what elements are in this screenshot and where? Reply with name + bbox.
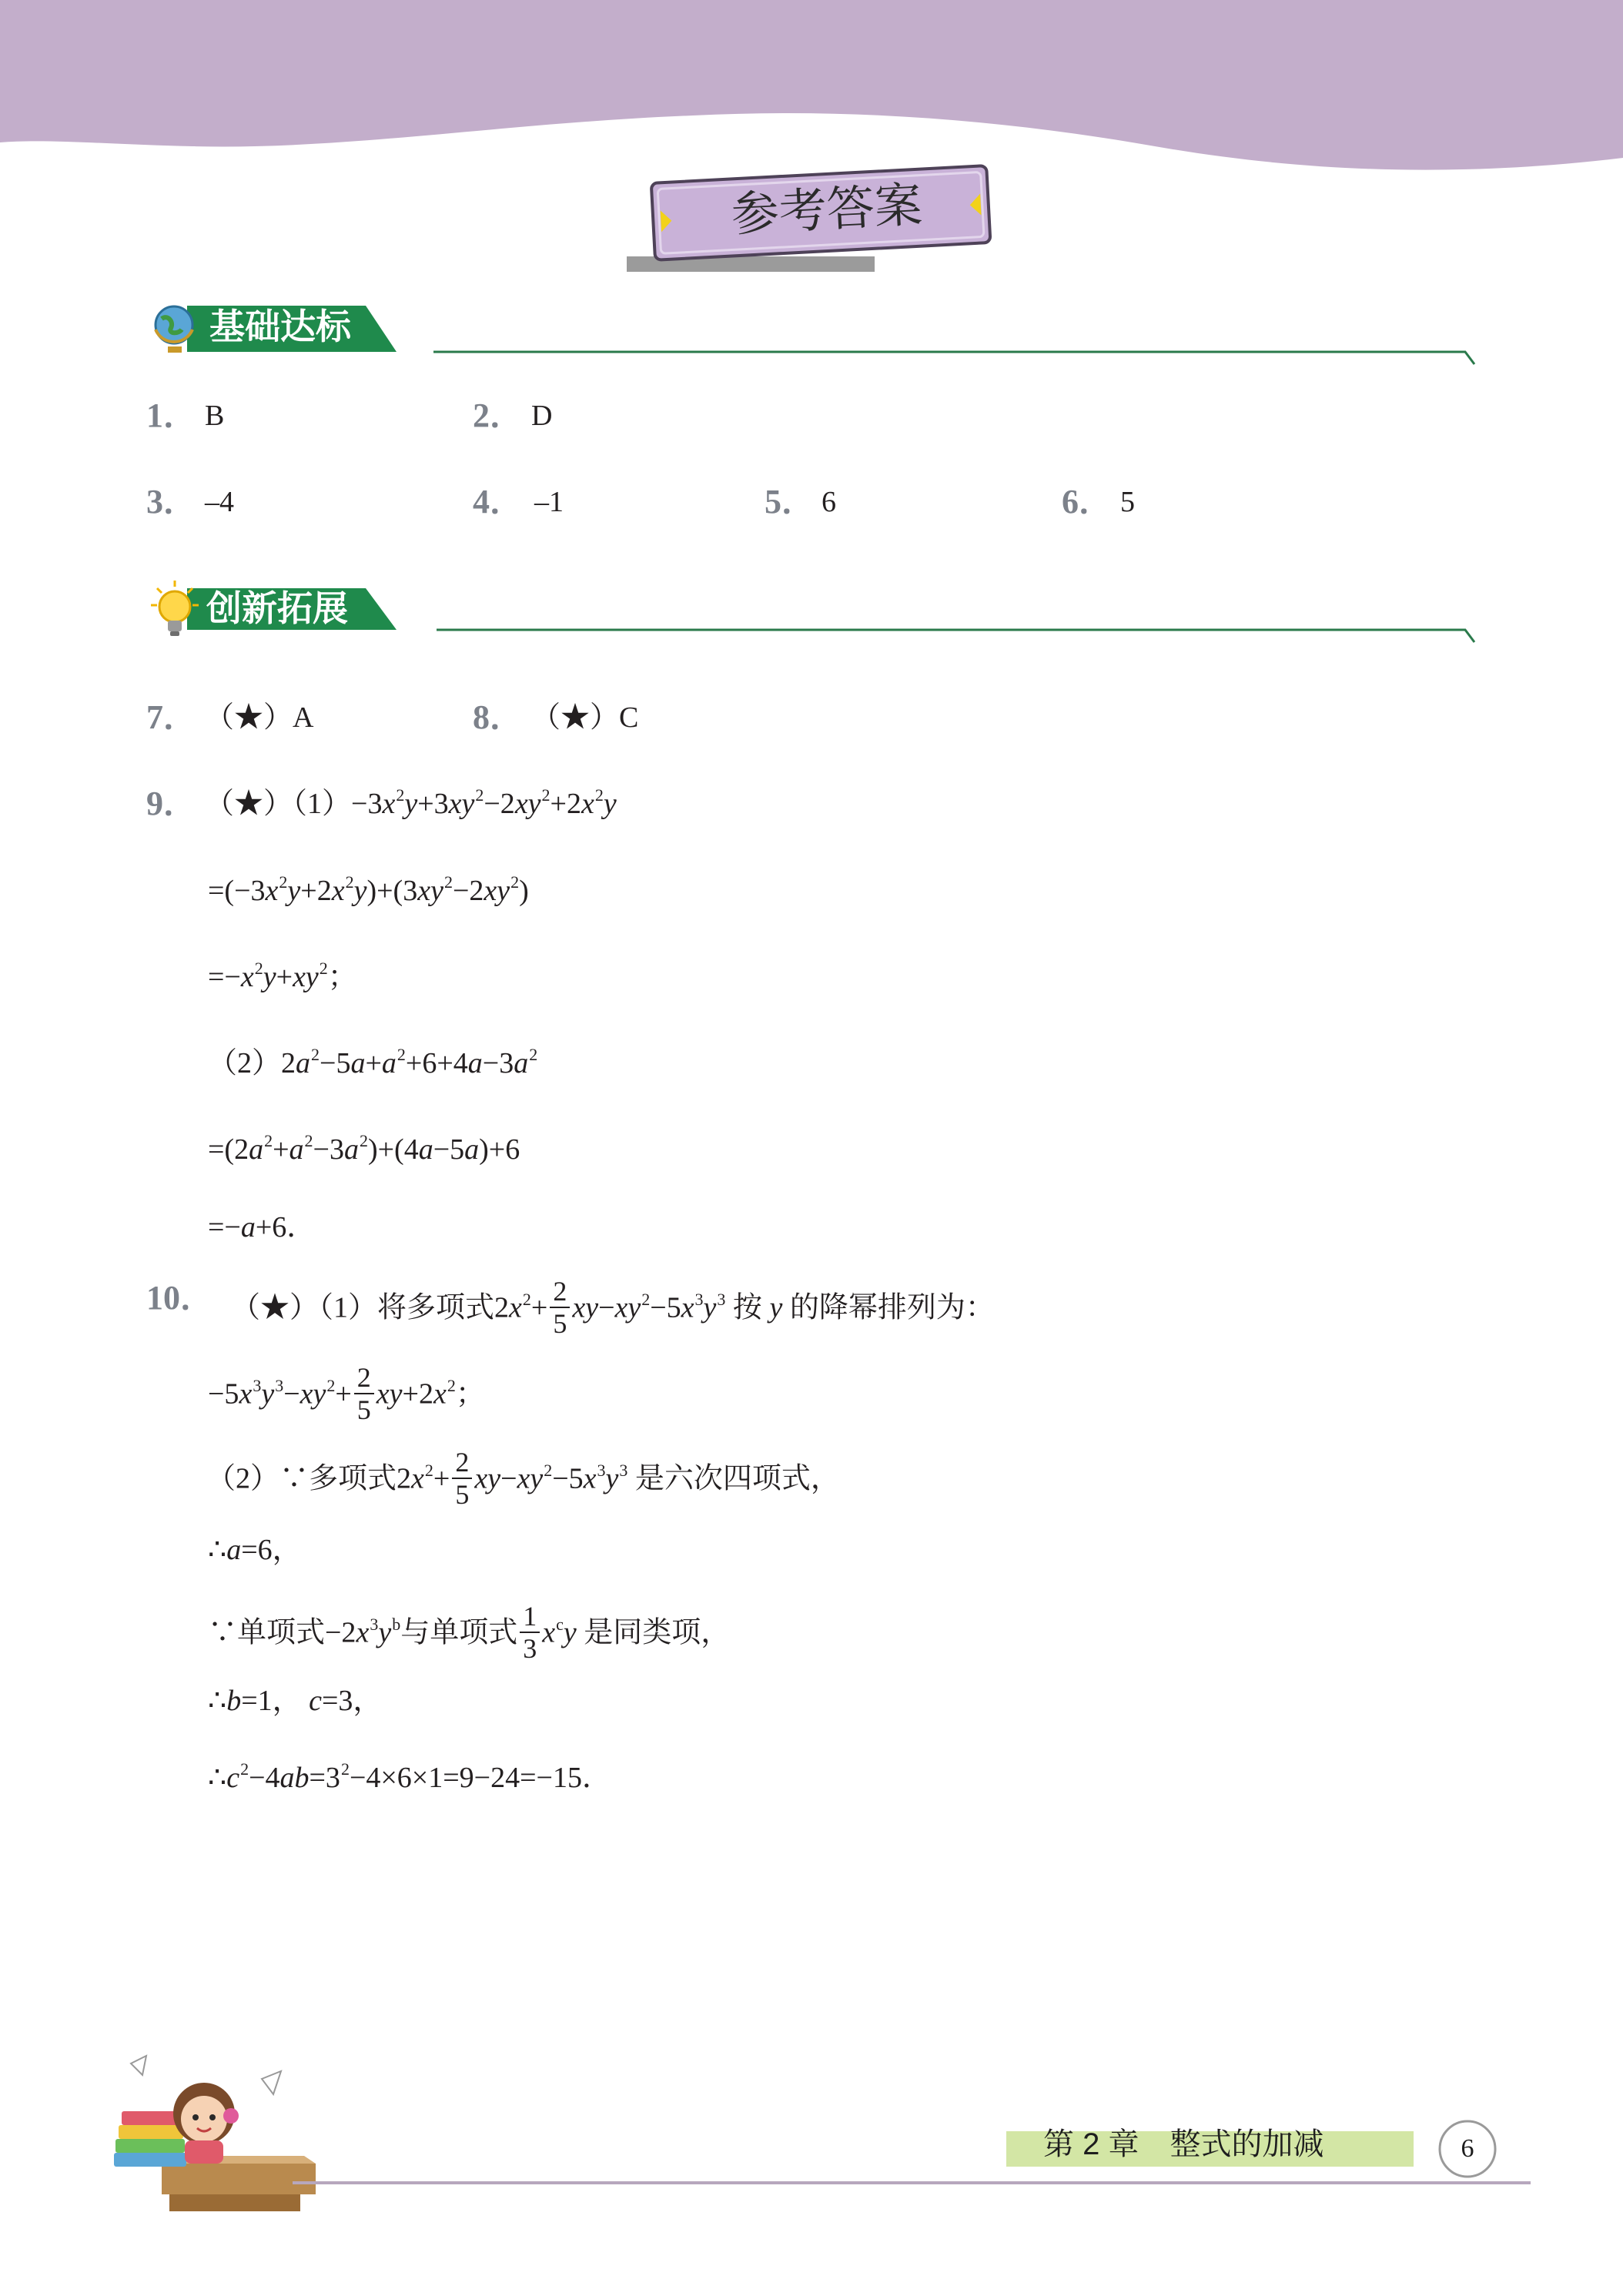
math-variable: y bbox=[263, 961, 276, 993]
math-exponent: 2 bbox=[641, 1289, 651, 1309]
math-exponent: 3 bbox=[275, 1375, 284, 1395]
math-variable: xy bbox=[300, 1377, 326, 1411]
math-variable: xy bbox=[474, 1462, 501, 1495]
math-variable: a bbox=[289, 1133, 304, 1166]
math-text: +2 bbox=[550, 788, 581, 820]
math-text: ∴ bbox=[208, 1534, 227, 1566]
math-text: =3， bbox=[322, 1685, 383, 1717]
math-variable: a bbox=[343, 1133, 359, 1166]
math-text: + bbox=[433, 1462, 450, 1495]
answer-7-number: 7． bbox=[146, 698, 197, 736]
math-text: −5 bbox=[320, 1047, 351, 1079]
math-variable: xy bbox=[448, 788, 475, 820]
section-extend-title: 创新拓展 bbox=[206, 588, 348, 628]
math-variable: c bbox=[309, 1685, 322, 1717]
answer-5-value: 6 bbox=[822, 486, 836, 518]
math-variable: xy bbox=[376, 1377, 403, 1411]
fraction-numerator: 2 bbox=[354, 1362, 374, 1394]
answer-9-number: 9． bbox=[146, 785, 197, 822]
math-exponent: 2 bbox=[544, 1460, 553, 1480]
math-fraction bbox=[354, 1362, 374, 1425]
math-variable: y bbox=[603, 788, 617, 820]
math-variable: y bbox=[703, 1291, 717, 1324]
fraction-denominator: 5 bbox=[455, 1479, 470, 1510]
math-text: 的降幂排列为： bbox=[782, 1291, 995, 1324]
math-variable: x bbox=[239, 1377, 253, 1411]
math-variable: xy bbox=[514, 788, 541, 820]
q10-line-5 bbox=[208, 1601, 731, 1667]
math-text: −3 bbox=[351, 788, 383, 820]
math-text: +2 bbox=[402, 1377, 433, 1411]
answer-4-number: 4． bbox=[473, 483, 524, 520]
math-fraction bbox=[520, 1601, 540, 1664]
math-text: −5 bbox=[433, 1133, 465, 1166]
fraction-denominator: 5 bbox=[553, 1308, 567, 1339]
math-text: （2）2 bbox=[208, 1047, 296, 1079]
answer-3-number: 3． bbox=[146, 483, 197, 520]
math-text: 按 bbox=[725, 1291, 770, 1324]
math-exponent: 2 bbox=[541, 785, 550, 805]
answer-3-value: –4 bbox=[205, 486, 234, 518]
math-variable: y bbox=[287, 875, 301, 907]
math-variable: x bbox=[681, 1291, 694, 1324]
math-fraction bbox=[452, 1447, 472, 1510]
math-text: 是同类项， bbox=[576, 1616, 731, 1649]
math-variable: xy bbox=[484, 875, 510, 907]
fraction-numerator: 2 bbox=[550, 1276, 570, 1308]
globe-icon bbox=[148, 299, 202, 360]
math-exponent: 3 bbox=[694, 1289, 704, 1309]
math-text: =1， bbox=[241, 1685, 310, 1717]
math-text: − bbox=[598, 1291, 615, 1324]
math-text: =6， bbox=[241, 1534, 302, 1566]
math-text: ； bbox=[455, 1377, 485, 1411]
math-text: +6． bbox=[255, 1211, 316, 1243]
math-text: )+(3 bbox=[366, 875, 418, 907]
math-variable: xy bbox=[572, 1291, 599, 1324]
lightbulb-icon bbox=[148, 579, 202, 641]
math-exponent: c bbox=[556, 1614, 564, 1634]
q10-line-1 bbox=[231, 1276, 995, 1342]
math-variable: y bbox=[378, 1616, 392, 1649]
math-exponent: 2 bbox=[396, 785, 405, 805]
math-text: −5 bbox=[552, 1462, 584, 1495]
q10-line-4 bbox=[208, 1531, 302, 1569]
math-exponent: 2 bbox=[254, 959, 263, 978]
math-variable: x bbox=[542, 1616, 556, 1649]
math-variable: x bbox=[356, 1616, 370, 1649]
answer-1-number: 1． bbox=[146, 397, 197, 434]
math-text: （★）（1） bbox=[205, 788, 352, 820]
math-variable: xy bbox=[293, 961, 319, 993]
math-variable: x bbox=[581, 788, 594, 820]
math-exponent: 2 bbox=[345, 872, 354, 892]
math-text: + bbox=[273, 1133, 289, 1166]
math-text: 是六次四项式， bbox=[627, 1462, 840, 1495]
math-variable: c bbox=[226, 1762, 240, 1794]
math-variable: a bbox=[381, 1047, 397, 1079]
math-exponent: 2 bbox=[522, 1289, 531, 1309]
math-exponent: 2 bbox=[594, 785, 604, 805]
math-variable: a bbox=[467, 1047, 483, 1079]
answer-6-value: 5 bbox=[1120, 486, 1135, 518]
answer-4-value: –1 bbox=[534, 486, 564, 518]
header-wave bbox=[0, 0, 1623, 177]
math-variable: y bbox=[605, 1462, 619, 1495]
math-text: −5 bbox=[208, 1377, 239, 1411]
answer-2-number: 2． bbox=[473, 397, 524, 434]
math-variable: xy bbox=[517, 1462, 544, 1495]
math-text: + bbox=[276, 961, 293, 993]
math-variable: x bbox=[583, 1462, 597, 1495]
answer-5-number: 5． bbox=[765, 483, 815, 520]
math-fraction bbox=[550, 1276, 570, 1339]
math-variable: x bbox=[411, 1462, 424, 1495]
fraction-denominator: 5 bbox=[356, 1394, 371, 1425]
answer-6-number: 6． bbox=[1062, 483, 1113, 520]
math-variable: y bbox=[353, 875, 367, 907]
chapter-title: 第 2 章 整式的加减 bbox=[1043, 2127, 1324, 2161]
q10-line-7 bbox=[208, 1759, 611, 1801]
math-text: ∴ bbox=[208, 1685, 227, 1717]
math-text: − bbox=[500, 1462, 517, 1495]
answer-2-value: D bbox=[531, 400, 553, 432]
math-text: ) bbox=[519, 875, 529, 907]
math-exponent: 3 bbox=[717, 1289, 726, 1309]
q10-line-2 bbox=[208, 1362, 485, 1428]
answer-1-value: B bbox=[205, 400, 225, 432]
math-variable: y bbox=[563, 1616, 577, 1649]
math-variable: a bbox=[226, 1534, 242, 1566]
math-exponent: 2 bbox=[529, 1045, 538, 1064]
math-text: ∵单项式−2 bbox=[208, 1616, 356, 1649]
fraction-numerator: 1 bbox=[520, 1601, 540, 1633]
math-variable: a bbox=[296, 1047, 311, 1079]
math-text: ∴ bbox=[208, 1762, 227, 1794]
section-basic-title: 基础达标 bbox=[209, 306, 351, 346]
math-variable: ab bbox=[279, 1762, 310, 1794]
q9-line-1 bbox=[205, 785, 617, 827]
footer-decor bbox=[285, 2125, 1548, 2194]
math-text: 与单项式 bbox=[400, 1616, 518, 1649]
math-text: −4 bbox=[249, 1762, 280, 1794]
math-exponent: 2 bbox=[340, 1759, 350, 1779]
math-exponent: 2 bbox=[326, 1375, 336, 1395]
math-text: + bbox=[365, 1047, 382, 1079]
math-variable: x bbox=[331, 875, 345, 907]
math-text: −5 bbox=[650, 1291, 681, 1324]
math-text: =− bbox=[208, 1211, 241, 1243]
q9-line-4 bbox=[208, 1044, 537, 1086]
math-text: （★）（1）将多项式2 bbox=[231, 1291, 510, 1324]
math-text: +6+4 bbox=[405, 1047, 468, 1079]
q9-line-2 bbox=[208, 872, 529, 914]
answer-8-number: 8． bbox=[473, 698, 524, 736]
math-exponent: 2 bbox=[311, 1045, 320, 1064]
math-text: +2 bbox=[300, 875, 332, 907]
math-text: )+6 bbox=[479, 1133, 520, 1166]
math-exponent: 3 bbox=[619, 1460, 628, 1480]
math-variable: xy bbox=[417, 875, 443, 907]
math-text: =(−3 bbox=[208, 875, 266, 907]
math-exponent: 3 bbox=[597, 1460, 606, 1480]
math-text: =3 bbox=[309, 1762, 340, 1794]
math-text: −2 bbox=[484, 788, 515, 820]
q10-line-6 bbox=[208, 1682, 382, 1720]
math-exponent: 2 bbox=[475, 785, 484, 805]
math-text: + bbox=[530, 1291, 548, 1324]
math-exponent: 2 bbox=[264, 1131, 273, 1150]
math-variable: x bbox=[509, 1291, 522, 1324]
fraction-numerator: 2 bbox=[452, 1447, 472, 1479]
math-variable: a bbox=[240, 1211, 256, 1243]
math-exponent: 2 bbox=[359, 1131, 368, 1150]
math-exponent: 2 bbox=[510, 872, 520, 892]
math-exponent: 2 bbox=[424, 1460, 433, 1480]
math-variable: b bbox=[226, 1685, 242, 1717]
math-exponent: 2 bbox=[304, 1131, 313, 1150]
math-text: −3 bbox=[313, 1133, 344, 1166]
math-variable: x bbox=[433, 1377, 447, 1411]
q10-line-3 bbox=[206, 1447, 840, 1513]
math-variable: y bbox=[261, 1377, 275, 1411]
math-variable: x bbox=[382, 788, 396, 820]
q9-line-3 bbox=[208, 958, 357, 1000]
math-variable: y bbox=[769, 1291, 783, 1324]
math-exponent: 2 bbox=[319, 959, 328, 978]
q9-line-6 bbox=[208, 1208, 316, 1247]
math-exponent: 3 bbox=[370, 1614, 379, 1634]
math-exponent: 3 bbox=[253, 1375, 262, 1395]
math-exponent: 2 bbox=[443, 872, 453, 892]
math-text: )+(4 bbox=[367, 1133, 419, 1166]
math-variable: a bbox=[249, 1133, 264, 1166]
math-text: −2 bbox=[452, 875, 484, 907]
math-exponent: 2 bbox=[279, 872, 288, 892]
page-number: 6 bbox=[1461, 2134, 1474, 2163]
fraction-denominator: 3 bbox=[523, 1633, 537, 1664]
math-variable: x bbox=[240, 961, 254, 993]
math-text: =− bbox=[208, 961, 241, 993]
math-variable: xy bbox=[614, 1291, 641, 1324]
q9-line-5 bbox=[208, 1130, 520, 1173]
math-variable: a bbox=[350, 1047, 366, 1079]
math-text: − bbox=[283, 1377, 300, 1411]
math-variable: x bbox=[265, 875, 279, 907]
page-title: 参考答案 bbox=[730, 179, 924, 242]
math-exponent: 2 bbox=[240, 1759, 249, 1779]
math-text: + bbox=[335, 1377, 352, 1411]
math-text: −3 bbox=[482, 1047, 514, 1079]
math-text: （2）∵多项式2 bbox=[206, 1462, 412, 1495]
math-variable: a bbox=[464, 1133, 480, 1166]
math-exponent: 2 bbox=[447, 1375, 456, 1395]
answer-7-value: （★）A bbox=[205, 701, 314, 734]
math-text: ； bbox=[327, 961, 357, 993]
math-exponent: 2 bbox=[397, 1045, 406, 1064]
math-exponent: b bbox=[392, 1614, 401, 1634]
answer-10-number: 10． bbox=[146, 1279, 214, 1317]
math-variable: a bbox=[514, 1047, 529, 1079]
math-text: +3 bbox=[417, 788, 449, 820]
math-variable: a bbox=[418, 1133, 433, 1166]
math-variable: y bbox=[404, 788, 418, 820]
math-text: −4×6×1=9−24=−15． bbox=[349, 1762, 611, 1794]
math-text: =(2 bbox=[208, 1133, 249, 1166]
answer-8-value: （★）C bbox=[531, 701, 639, 734]
